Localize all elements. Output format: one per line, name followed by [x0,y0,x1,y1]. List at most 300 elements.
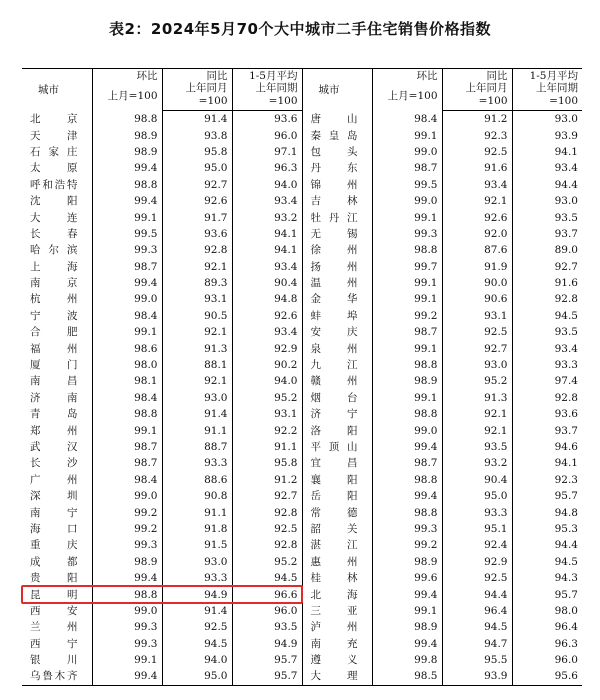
avg-value-left: 91.1 [232,439,302,455]
avg-value-right: 95.6 [512,668,582,685]
avg-value-right: 93.4 [512,340,582,356]
yoy-value-left: 95.8 [162,144,232,160]
table-row [22,554,582,570]
avg-value-right: 94.6 [512,439,582,455]
table-row [22,603,582,619]
header-city-right: 城市 [302,69,372,111]
mom-value-left: 98.4 [92,308,162,324]
table-row [22,537,582,553]
yoy-value-right: 94.7 [442,636,512,652]
avg-value-right: 92.3 [512,472,582,488]
city-name-left: 宁 波 [30,309,78,322]
avg-value-left: 92.8 [232,537,302,553]
yoy-value-right: 90.4 [442,472,512,488]
avg-value-right: 93.6 [512,406,582,422]
yoy-value-right: 93.1 [442,308,512,324]
mom-value-left: 99.3 [92,619,162,635]
avg-value-left: 95.2 [232,390,302,406]
city-name-right: 温 州 [302,275,372,291]
city-name-right: 惠 州 [302,554,372,570]
yoy-value-left: 90.5 [162,308,232,324]
avg-value-left: 92.5 [232,521,302,537]
yoy-value-left: 93.3 [162,570,232,586]
avg-value-right: 96.4 [512,619,582,635]
avg-value-left: 96.0 [232,603,302,619]
mom-value-left: 99.3 [92,636,162,652]
city-name-right: 金 华 [302,291,372,307]
avg-value-left: 96.3 [232,160,302,176]
mom-value-right: 98.8 [372,242,442,258]
city-name-left: 北 京 [30,112,78,125]
city-name-left: 南 京 [30,277,78,290]
mom-value-right: 98.9 [372,619,442,635]
table-row [22,226,582,242]
mom-value-right: 98.9 [372,554,442,570]
city-name-left: 青 岛 [30,408,78,421]
city-name-left: 西 宁 [30,637,78,650]
yoy-value-right: 92.3 [442,127,512,143]
mom-value-right: 98.7 [372,160,442,176]
avg-value-left: 96.6 [232,586,302,602]
avg-value-left: 94.9 [232,636,302,652]
mom-value-left: 99.2 [92,504,162,520]
mom-value-right: 99.5 [372,177,442,193]
avg-value-right: 93.0 [512,193,582,209]
city-name-left: 石家庄 [30,145,78,158]
avg-value-left: 91.2 [232,472,302,488]
table-row [22,324,582,340]
city-name-left: 郑 州 [30,424,78,437]
city-name-left: 杭 州 [30,293,78,306]
mom-value-left: 99.4 [92,193,162,209]
mom-value-left: 99.0 [92,603,162,619]
city-name-right: 锦 州 [302,177,372,193]
header-mom-left: 环比 [92,69,162,83]
city-name-right: 牡丹江 [302,209,372,225]
city-name-left: 大 连 [30,211,78,224]
table-row [22,422,582,438]
mom-value-right: 99.6 [372,570,442,586]
city-name-left: 南 昌 [30,375,78,388]
avg-value-right: 97.4 [512,373,582,389]
mom-value-right: 98.7 [372,324,442,340]
city-name-left: 西 安 [30,604,78,617]
yoy-value-right: 92.1 [442,406,512,422]
city-name-left: 南 宁 [30,506,78,519]
avg-value-left: 95.8 [232,455,302,471]
avg-value-left: 93.1 [232,406,302,422]
avg-value-right: 98.0 [512,603,582,619]
avg-value-left: 93.4 [232,324,302,340]
yoy-value-right: 96.4 [442,603,512,619]
city-name-left: 乌鲁木齐 [22,668,92,685]
table-row [22,439,582,455]
mom-value-right: 98.5 [372,668,442,685]
city-name-left: 广 州 [30,473,78,486]
city-name-right: 丹 东 [302,160,372,176]
city-name-right: 安 庆 [302,324,372,340]
avg-value-right: 94.8 [512,504,582,520]
mom-value-right: 99.4 [372,439,442,455]
table-row [22,308,582,324]
mom-value-right: 99.0 [372,144,442,160]
city-name-right: 徐 州 [302,242,372,258]
yoy-value-left: 93.0 [162,554,232,570]
city-name-right: 大 理 [302,668,372,685]
table-header [22,69,582,111]
yoy-value-left: 93.1 [162,291,232,307]
avg-value-left: 92.6 [232,308,302,324]
yoy-value-right: 93.2 [442,455,512,471]
yoy-value-left: 93.8 [162,127,232,143]
avg-value-left: 93.5 [232,619,302,635]
avg-value-left: 94.0 [232,177,302,193]
yoy-value-right: 90.0 [442,275,512,291]
yoy-value-left: 91.3 [162,340,232,356]
city-name-left: 重 庆 [30,539,78,552]
city-name-left: 银 川 [30,654,78,667]
yoy-value-left: 92.1 [162,324,232,340]
city-name-right: 赣 州 [302,373,372,389]
header-avg-base-right: 上年同期 [512,82,582,95]
mom-value-right: 98.8 [372,357,442,373]
header-avg-unit-left: =100 [232,95,302,111]
mom-value-right: 99.7 [372,259,442,275]
mom-value-right: 99.0 [372,193,442,209]
city-name-right: 唐 山 [302,111,372,128]
yoy-value-left: 95.0 [162,668,232,685]
avg-value-right: 93.7 [512,226,582,242]
mom-value-left: 98.7 [92,455,162,471]
mom-value-left: 98.1 [92,373,162,389]
city-name-left: 成 都 [30,555,78,568]
city-name-right: 常 德 [302,504,372,520]
city-name-left: 深 圳 [30,490,78,503]
city-name-right: 三 亚 [302,603,372,619]
avg-value-left: 94.0 [232,373,302,389]
yoy-value-left: 94.9 [162,586,232,602]
mom-value-right: 99.1 [372,340,442,356]
mom-value-right: 99.2 [372,308,442,324]
mom-value-left: 99.1 [92,324,162,340]
mom-value-right: 99.4 [372,636,442,652]
mom-value-left: 98.7 [92,439,162,455]
table-row [22,488,582,504]
header-avg-unit-right: =100 [512,95,582,111]
avg-value-right: 94.4 [512,537,582,553]
mom-value-left: 98.8 [92,111,162,128]
table-row [22,504,582,520]
avg-value-right: 94.5 [512,554,582,570]
yoy-value-right: 93.0 [442,357,512,373]
mom-value-left: 99.5 [92,226,162,242]
mom-value-left: 99.3 [92,242,162,258]
yoy-value-right: 91.6 [442,160,512,176]
page-title: 表2：2024年5月70个大中城市二手住宅销售价格指数 [109,20,491,38]
mom-value-left: 98.8 [92,406,162,422]
yoy-value-right: 95.2 [442,373,512,389]
mom-value-right: 99.2 [372,537,442,553]
yoy-value-left: 95.0 [162,160,232,176]
mom-value-left: 98.6 [92,340,162,356]
avg-value-left: 92.7 [232,488,302,504]
avg-value-right: 95.7 [512,586,582,602]
city-name-left: 厦 门 [30,359,78,372]
city-name-left: 天 津 [30,129,78,142]
avg-value-right: 95.7 [512,488,582,504]
mom-value-left: 98.4 [92,472,162,488]
yoy-value-right: 93.5 [442,439,512,455]
avg-value-right: 93.5 [512,209,582,225]
yoy-value-right: 90.6 [442,291,512,307]
yoy-value-left: 88.7 [162,439,232,455]
mom-value-left: 98.8 [92,177,162,193]
city-name-left: 福 州 [30,342,78,355]
yoy-value-right: 93.9 [442,668,512,685]
mom-value-left: 99.4 [92,160,162,176]
avg-value-right: 92.8 [512,291,582,307]
city-name-right: 北 海 [302,586,372,602]
yoy-value-right: 93.4 [442,177,512,193]
yoy-value-left: 88.1 [162,357,232,373]
mom-value-right: 98.9 [372,373,442,389]
city-name-left: 海 口 [30,522,78,535]
yoy-value-right: 95.1 [442,521,512,537]
mom-value-right: 99.1 [372,275,442,291]
city-name-right: 泸 州 [302,619,372,635]
mom-value-left: 99.4 [92,668,162,685]
mom-value-left: 99.4 [92,275,162,291]
avg-value-right: 94.1 [512,455,582,471]
yoy-value-right: 92.6 [442,209,512,225]
mom-value-right: 99.1 [372,390,442,406]
table-row [22,275,582,291]
table-row [22,390,582,406]
avg-value-left: 95.7 [232,652,302,668]
avg-value-left: 93.2 [232,209,302,225]
avg-value-right: 91.6 [512,275,582,291]
yoy-value-left: 92.5 [162,619,232,635]
table-row [22,619,582,635]
city-name-right: 无 锡 [302,226,372,242]
mom-value-right: 99.8 [372,652,442,668]
city-name-left: 太 原 [30,162,78,175]
yoy-value-left: 93.0 [162,390,232,406]
yoy-value-left: 93.3 [162,455,232,471]
header-yoy-unit-left: =100 [162,95,232,111]
table-row [22,160,582,176]
mom-value-left: 98.0 [92,357,162,373]
avg-value-right: 89.0 [512,242,582,258]
city-name-right: 襄 阳 [302,472,372,488]
avg-value-left: 90.2 [232,357,302,373]
yoy-value-right: 95.0 [442,488,512,504]
mom-value-left: 98.9 [92,554,162,570]
avg-value-right: 94.1 [512,144,582,160]
yoy-value-right: 92.5 [442,144,512,160]
mom-value-left: 98.9 [92,127,162,143]
city-name-left: 武 汉 [30,441,78,453]
avg-value-right: 92.7 [512,259,582,275]
city-name-right: 济 宁 [302,406,372,422]
avg-value-left: 90.4 [232,275,302,291]
header-avg-base-left: 上年同期 [232,82,302,95]
avg-value-left: 93.6 [232,111,302,128]
table-row [22,144,582,160]
mom-value-right: 98.8 [372,472,442,488]
yoy-value-right: 92.9 [442,554,512,570]
avg-value-right: 94.5 [512,308,582,324]
city-name-left: 贵 阳 [30,572,78,585]
yoy-value-left: 92.1 [162,259,232,275]
city-name-right: 吉 林 [302,193,372,209]
city-name-right: 岳 阳 [302,488,372,504]
yoy-value-right: 92.4 [442,537,512,553]
yoy-value-right: 92.5 [442,570,512,586]
yoy-value-left: 91.1 [162,504,232,520]
yoy-value-right: 91.3 [442,390,512,406]
city-name-right: 湛 江 [302,537,372,553]
yoy-value-left: 94.0 [162,652,232,668]
avg-value-left: 94.1 [232,226,302,242]
mom-value-left: 99.3 [92,537,162,553]
table-row [22,455,582,471]
mom-value-right: 99.1 [372,209,442,225]
table-row [22,357,582,373]
mom-value-left: 99.0 [92,291,162,307]
city-name-left: 哈尔滨 [30,244,78,257]
city-name-left: 长 春 [30,227,78,240]
avg-value-left: 94.5 [232,570,302,586]
table-row [22,373,582,389]
mom-value-right: 99.3 [372,521,442,537]
avg-value-left: 95.7 [232,668,302,685]
header-yoy-base-left: 上年同月 [162,82,232,95]
mom-value-left: 99.1 [92,209,162,225]
table-row [22,668,582,685]
avg-value-right: 94.4 [512,177,582,193]
yoy-value-right: 93.3 [442,504,512,520]
yoy-value-left: 91.4 [162,111,232,128]
city-name-left: 呼和浩特 [30,178,78,191]
yoy-value-right: 87.6 [442,242,512,258]
avg-value-right: 96.3 [512,636,582,652]
avg-value-left: 94.1 [232,242,302,258]
mom-value-right: 99.4 [372,488,442,504]
city-name-left: 合 肥 [30,326,78,339]
yoy-value-right: 92.1 [442,422,512,438]
city-name-right: 桂 林 [302,570,372,586]
yoy-value-right: 94.4 [442,586,512,602]
yoy-value-right: 92.1 [442,193,512,209]
mom-value-right: 98.8 [372,504,442,520]
avg-value-right: 93.7 [512,422,582,438]
table-row [22,406,582,422]
mom-value-left: 99.2 [92,521,162,537]
yoy-value-right: 92.7 [442,340,512,356]
yoy-value-right: 92.0 [442,226,512,242]
table-row [22,636,582,652]
avg-value-right: 92.8 [512,390,582,406]
table-row [22,259,582,275]
yoy-value-right: 94.5 [442,619,512,635]
yoy-value-right: 91.9 [442,259,512,275]
city-name-right: 韶 关 [302,521,372,537]
city-name-right: 九 江 [302,357,372,373]
table-row [22,111,582,128]
yoy-value-left: 92.8 [162,242,232,258]
yoy-value-right: 92.5 [442,324,512,340]
mom-value-right: 98.7 [372,455,442,471]
header-mom-right: 环比 [372,69,442,83]
yoy-value-left: 88.6 [162,472,232,488]
avg-value-left: 96.0 [232,127,302,143]
avg-value-left: 94.8 [232,291,302,307]
mom-value-right: 99.1 [372,603,442,619]
table-row [22,193,582,209]
table-row [22,242,582,258]
city-name-right: 遵 义 [302,652,372,668]
city-name-right: 扬 州 [302,259,372,275]
mom-value-left: 98.8 [92,586,162,602]
table-row [22,340,582,356]
yoy-value-right: 95.5 [442,652,512,668]
city-name-right: 烟 台 [302,390,372,406]
table-row [22,127,582,143]
yoy-value-left: 92.7 [162,177,232,193]
table-row [22,209,582,225]
avg-value-right: 93.0 [512,111,582,128]
header-avg-left: 1-5月平均 [232,69,302,83]
header-yoy-right: 同比 [442,69,512,83]
avg-value-right: 93.3 [512,357,582,373]
mom-value-right: 99.4 [372,586,442,602]
mom-value-right: 99.3 [372,226,442,242]
city-name-left: 兰 州 [30,621,78,634]
city-name-right: 秦皇岛 [302,127,372,143]
header-avg-right: 1-5月平均 [512,69,582,83]
yoy-value-left: 93.6 [162,226,232,242]
avg-value-right: 93.9 [512,127,582,143]
mom-value-left: 99.1 [92,652,162,668]
table-row [22,652,582,668]
table-row [22,291,582,307]
city-name-left: 上 海 [30,260,78,273]
city-name-left: 昆 明 [30,588,78,601]
yoy-value-left: 92.1 [162,373,232,389]
header-mom-base-left: 上月=100 [92,82,162,111]
avg-value-left: 93.4 [232,259,302,275]
mom-value-right: 99.1 [372,291,442,307]
table-row [22,472,582,488]
yoy-value-left: 94.5 [162,636,232,652]
city-name-right: 平顶山 [302,439,372,455]
mom-value-right: 99.0 [372,422,442,438]
avg-value-right: 95.3 [512,521,582,537]
yoy-value-left: 91.4 [162,406,232,422]
city-name-right: 洛 阳 [302,422,372,438]
yoy-value-right: 91.2 [442,111,512,128]
highlight-box [21,585,303,603]
avg-value-left: 92.8 [232,504,302,520]
avg-value-right: 96.0 [512,652,582,668]
avg-value-right: 93.5 [512,324,582,340]
table-row [22,177,582,193]
yoy-value-left: 92.6 [162,193,232,209]
mom-value-right: 99.1 [372,127,442,143]
city-name-right: 泉 州 [302,340,372,356]
avg-value-left: 93.4 [232,193,302,209]
